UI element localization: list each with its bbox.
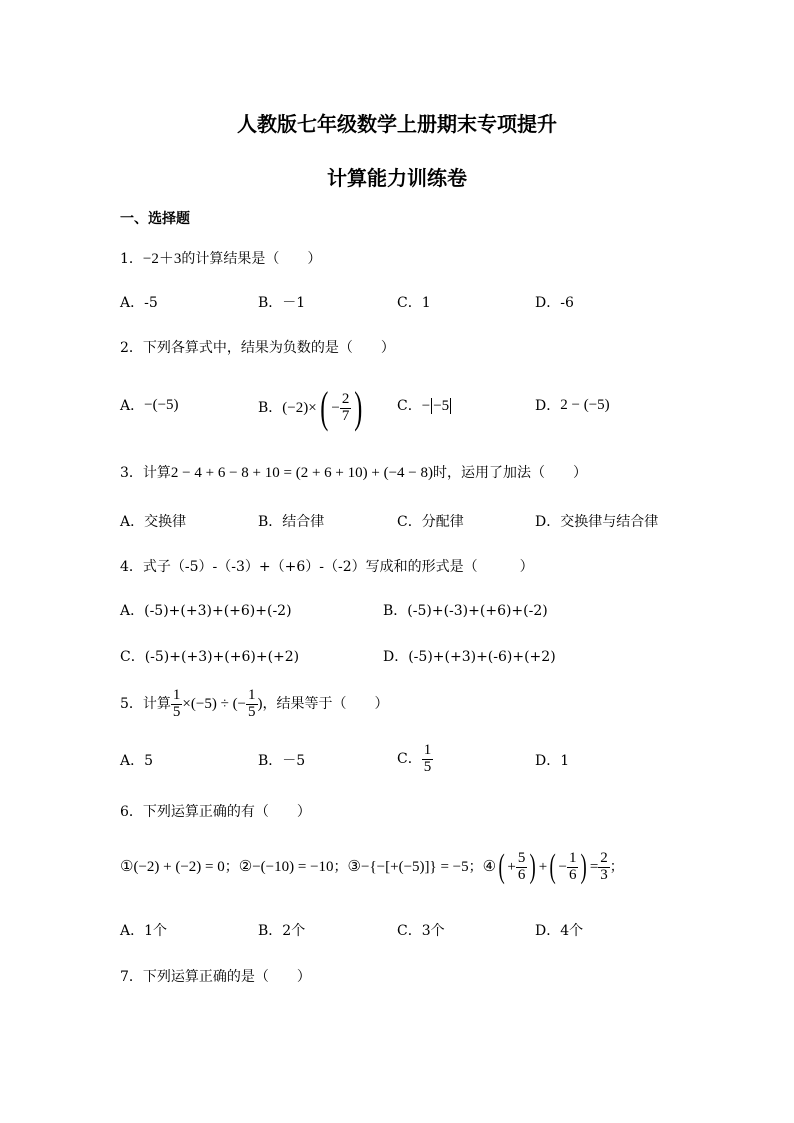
abs-bar-icon [431,398,432,414]
fraction-denominator: 7 [341,407,350,424]
q2-option-c-label: C． [397,398,422,414]
fraction-denominator: 5 [172,703,181,720]
fraction-numerator: 1 [172,687,181,703]
fraction-numerator: 2 [341,390,350,407]
question-6: 6．下列运算正确的有（ ） [120,804,311,820]
q2-option-d-label: D． [535,397,561,414]
q4-option-a[interactable]: A．(-5)+(+3)+(+6)+(-2) [120,603,292,619]
fraction-denominator: 3 [600,866,608,883]
q5-option-c-fraction [422,743,434,776]
q3-option-a[interactable]: A．交换律 [120,514,187,530]
question-5-close-paren: ) [257,695,263,712]
q1-option-b[interactable]: B．－1 [258,295,306,311]
right-paren-icon: ) [354,383,363,432]
q6-equals: = [589,858,599,875]
q2-option-b-sign: − [331,399,340,416]
question-1-text: 的计算结果是（ ） [181,251,322,267]
q5-option-a[interactable]: A．5 [120,753,154,769]
question-1 [120,252,321,267]
q2-option-b-fraction [340,392,352,425]
q5-option-c[interactable] [397,743,433,776]
q3-option-d[interactable]: D．交换律与结合律 [535,514,659,530]
fraction-denominator: 5 [248,703,256,720]
q5-option-b[interactable]: B．－5 [258,753,306,769]
question-3-expression: 2 − 4 + 6 − 8 + 10 = (2 + 6 + 10) + (−4 − 8) [170,465,433,481]
q2-option-b-label: B． [258,400,283,416]
left-paren-icon: ( [549,848,556,885]
question-5 [120,688,389,721]
question-7: 7．下列运算正确的是（ ） [120,969,311,985]
q2-option-c[interactable] [397,398,452,414]
q4-option-b[interactable]: B．(-5)+(-3)+(+6)+(-2) [383,603,548,619]
fraction-denominator: 5 [423,758,432,775]
q2-option-d[interactable] [535,398,610,413]
fraction-denominator: 6 [568,866,577,883]
q2-option-b[interactable] [258,383,366,432]
q6-option-c[interactable]: C．3个 [397,923,445,939]
question-3 [120,466,587,481]
question-3-suffix: 时，运用了加法（ ） [433,465,587,481]
fraction-denominator: 6 [517,866,526,883]
q6-sign: − [558,858,567,875]
q2-option-a-expression: −(−5) [144,397,179,413]
q1-option-c[interactable]: C．1 [397,295,431,311]
question-5-prefix: 5．计算 [120,696,171,713]
q1-option-d[interactable]: D．-6 [535,295,574,311]
q2-option-b-expression: (−2)× [282,399,317,416]
q6-separator: ； [609,859,624,875]
q4-option-d[interactable]: D．(-5)+(+3)+(-6)+(+2) [383,649,556,665]
q5-fraction-2 [246,688,258,721]
q6-sign: + [507,858,516,875]
q6-statement-4-marker: ④ [482,858,497,875]
q1-option-a[interactable]: A．-5 [120,295,158,311]
question-2: 2．下列各算式中，结果为负数的是（ ） [120,340,395,356]
q6-statements [120,850,624,884]
fraction-numerator: 5 [517,849,526,866]
right-paren-icon: ) [529,848,537,885]
q6-operator: + [538,858,548,875]
left-paren-icon: ( [498,848,505,885]
q6-fraction-3 [598,851,610,884]
question-1-number: 1． [120,251,143,267]
q2-option-a[interactable] [120,398,179,413]
fraction-numerator: 1 [568,849,577,866]
q6-statement-3: ③−{−[+(−5)]} = −5 [347,858,469,875]
q2-option-d-expression: 2 − (−5) [560,397,610,413]
q3-option-b[interactable]: B．结合律 [258,514,325,530]
q5-fraction-1 [171,688,183,721]
q4-option-c[interactable]: C．(-5)+(+3)+(+6)+(+2) [120,649,300,665]
page-title: 人教版七年级数学上册期末专项提升 [237,112,557,136]
fraction-numerator: 1 [423,742,432,758]
q2-option-a-label: A． [120,397,145,414]
question-5-expression: ×(−5) ÷ (− [182,695,247,712]
question-4: 4．式子（-5）-（-3）+（+6）-（-2）写成和的形式是（ ） [120,559,534,575]
q6-separator: ； [468,859,483,875]
q6-option-d[interactable]: D．4个 [535,923,584,939]
q6-separator: ； [224,859,239,875]
q5-option-c-label: C． [397,751,422,768]
abs-bar-icon [450,398,451,414]
q2-option-c-expression: −5 [433,397,450,414]
q2-option-c-sign: − [421,397,431,414]
fraction-numerator: 2 [600,849,608,866]
q6-fraction-1 [516,851,528,884]
left-paren-icon: ( [320,383,329,432]
question-1-expression: −2＋3 [142,251,182,267]
section-heading: 一、选择题 [120,211,190,227]
question-3-prefix: 3．计算 [120,465,171,481]
q6-option-a[interactable]: A．1个 [120,923,168,939]
question-5-suffix: ，结果等于（ ） [262,696,389,713]
q3-option-c[interactable]: C．分配律 [397,514,464,530]
q6-statement-2: ②−(−10) = −10 [238,858,334,875]
q6-option-b[interactable]: B．2个 [258,923,306,939]
q6-separator: ； [333,859,348,875]
page-subtitle: 计算能力训练卷 [327,166,467,190]
right-paren-icon: ) [581,848,588,885]
q5-option-d[interactable]: D．1 [535,753,570,769]
fraction-numerator: 1 [248,687,256,703]
q6-fraction-2 [567,851,579,884]
q6-statement-1: ①(−2) + (−2) = 0 [120,858,225,875]
